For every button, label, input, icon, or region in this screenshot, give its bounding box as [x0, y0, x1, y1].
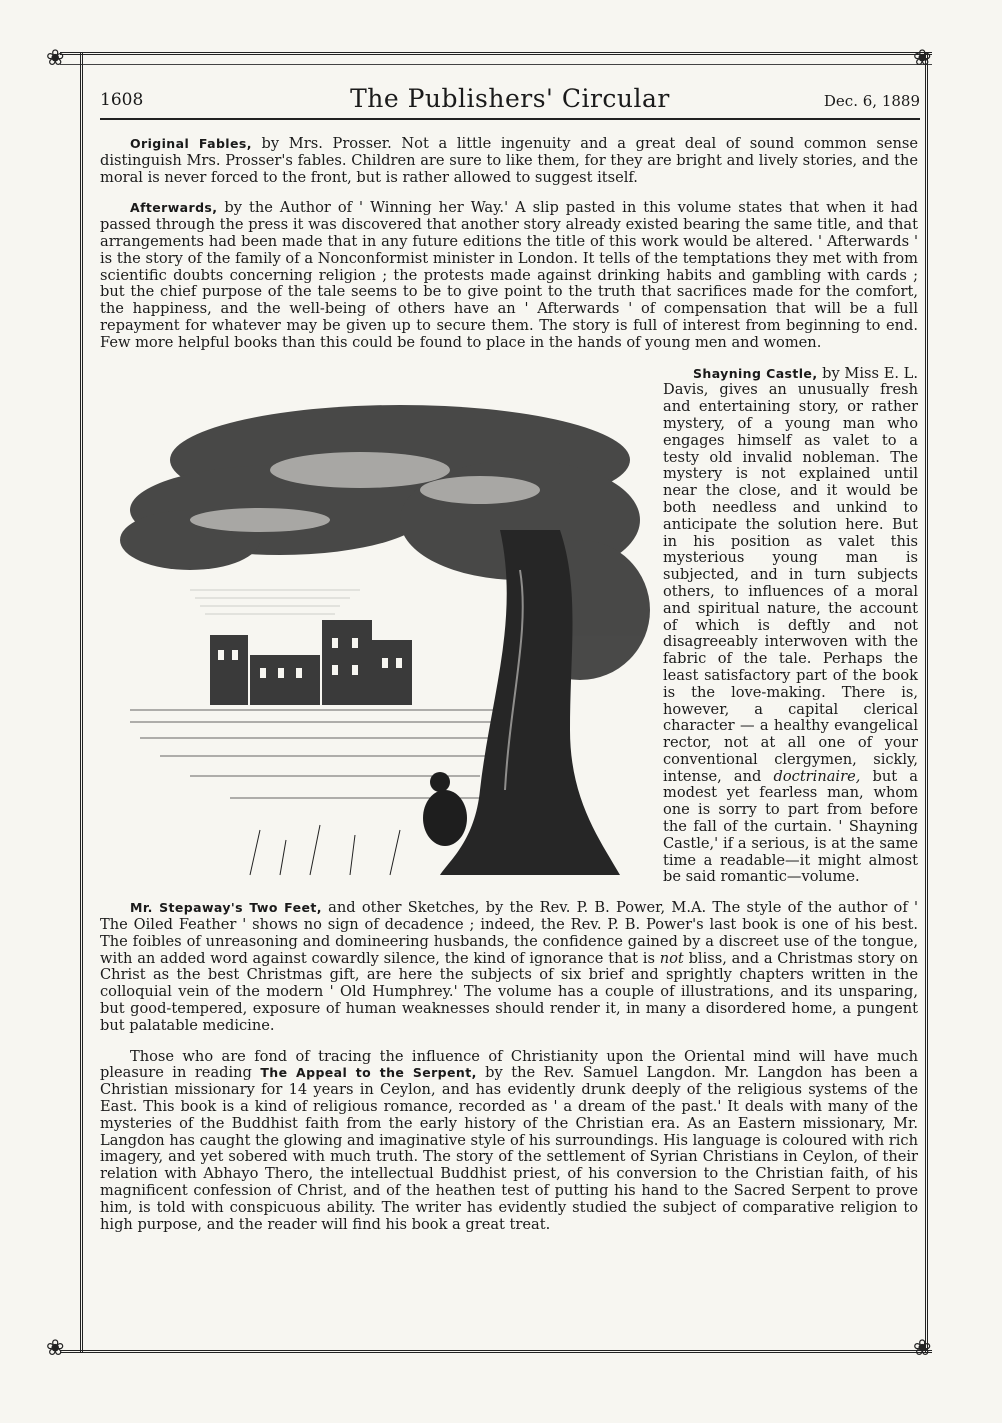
- frame-rule-left: [80, 52, 83, 1352]
- page-number: 1608: [100, 90, 144, 110]
- review-appeal-to-the-serpent: Those who are fond of tracing the influence of Christianity upon the Oriental mind will have much pleasure in reading The Appeal to the Serpent, by the Rev. Samuel Langdon. Mr. Langdon has been a Christian missionary for 14 years in Ceylon, and has evidently drunk deeply of the religious systems of the East. This book is a kind of religious romance, recorded as ' a dream of the past.' It deals with many of the mysteries of the Buddhist faith from the early history of the Christian era. As an Eastern missionary, Mr. Langdon has caught the glowing and imaginative style of his surroundings. His language is coloured with rich imagery, and yet sobered with much truth. The story of the settlement of Syrian Christians in Ceylon, of their relation with Abhayo Thero, the intellectual Buddhist priest, of his conversion to the Christian faith, of his magnificent confession of Christ, and of the heathen test of putting his hand to the Sacred Serpent to prove him, is told with conspicuous ability. The writer has evidently studied the subject of comparative religion to high purpose, and the reader will find his book a great treat.: [100, 1047, 918, 1233]
- book-title: Mr. Stepaway's Two Feet,: [130, 900, 322, 916]
- book-title: Original Fables,: [130, 136, 252, 151]
- review-mr-stepaway: Mr. Stepaway's Two Feet, and other Sketches, by the Rev. P. B. Power, M.A. The style of the author of ' The Oiled Feather ' shows no sign of decadence ; indeed, the Rev. P. B. Power's last book is one of his best. The foibles of unreasoning and domineering husbands, the confidence gained by a discreet use of the tongue, with an added word against cowardly silence, the kind of ignorance that is not bliss, and a Christmas story on Christ as the best Christmas gift, are here the subjects of six brief and sprightly chapters written in the colloquial vein of the modern ' Old Humphrey.' The volume has a couple of illustrations, and its unsparing, but good-tempered, exposure of human weaknesses should render it, in many a disordered home, a pungent but palatable medicine.: [100, 899, 918, 1034]
- corner-ornament-icon: ❀: [46, 1336, 65, 1361]
- corner-ornament-icon: ❀: [913, 1336, 932, 1361]
- review-shayning-castle: Shayning Castle, by Miss E. L. Davis, gives an unusually fresh and entertaining story, or rather mystery, of a young man who engages himself as valet to a testy old invalid nobleman. The mystery is not explained until near the close, and it would be both needless and unkind to anticipate the solution here. But in his position as valet this mysterious young man is subjected, and in turn subjects others, to influences of a moral and spiritual nature, the account of which is deftly and not disagreeably interwoven with the fabric of the tale. Perhaps the least satisfactory part of the book is the love-making. There is, however, a capital clerical character — a healthy evangelical rector, not at all one of your conventional clergymen, sickly, intense, and doctrinaire, but a modest yet fearless man, whom one is sorry to part from before the fall of the curtain. ' Shayning Castle,' if a serious, is at the same time a readable—it might almost be said romantic—volume.: [663, 364, 918, 886]
- frame-rule-top-inner: [60, 64, 932, 65]
- frame-rule-bottom: [60, 1350, 932, 1353]
- tree-castle-engraving: [100, 370, 655, 880]
- book-title: Shayning Castle,: [693, 365, 818, 381]
- page-title: The Publishers' Circular: [350, 84, 670, 113]
- review-original-fables: Original Fables, by Mrs. Prosser. Not a little ingenuity and a great deal of sound common sense distinguish Mrs. Prosser's fables. Children are sure to like them, for they are bright and lively stories, and the moral is never forced to the front, but is rather allowed to suggest itself.: [100, 135, 918, 186]
- issue-date: Dec. 6, 1889: [823, 92, 920, 110]
- article-body: [100, 136, 918, 1247]
- frame-rule-right: [925, 52, 928, 1352]
- engraving-castle-illustration: [100, 370, 655, 880]
- corner-ornament-icon: ❀: [913, 46, 932, 71]
- book-title: Afterwards,: [130, 200, 218, 216]
- review-afterwards: Afterwards, by the Author of ' Winning her Way.' A slip pasted in this volume states that when it had passed through the press it was discovered that another story already existed bearing the same title, and that arrangements had been made that in any future editions the title of this work would be altered. ' Afterwards ' is the story of the family of a Nonconformist minister in London. It tells of the temptations they met with from scientific doubts concerning religion ; the protests made against drinking habits and gambling with cards ; but the chief purpose of the tale seems to be to give point to the truth that sacrifices made for the comfort, the happiness, and the well-being of others have an ' Afterwards ' of compensation that will be a full repayment for whatever may be given up to secure them. The story is full of interest from beginning to end. Few more helpful books than this could be found to place in the hands of young men and women.: [100, 199, 918, 351]
- corner-ornament-icon: ❀: [46, 46, 65, 71]
- page-header: [100, 84, 920, 120]
- frame-rule-top: [60, 52, 932, 55]
- book-title: The Appeal to the Serpent,: [260, 1065, 477, 1081]
